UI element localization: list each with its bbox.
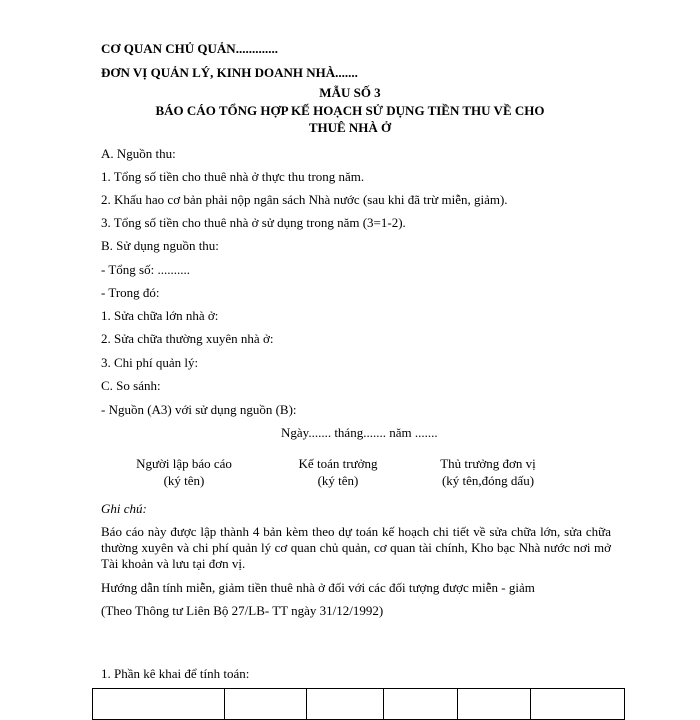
form-code: MẪU SỐ 3	[319, 85, 381, 100]
calculation-table	[92, 688, 625, 720]
section-b-item-1: 1. Sửa chữa lớn nhà ở:	[101, 308, 219, 323]
table-cell	[93, 689, 225, 720]
table-row	[93, 689, 625, 720]
section-c-heading: C. So sánh:	[101, 378, 161, 393]
section-a-item-2: 2. Khấu hao cơ bản phải nộp ngân sách Nhà nước (sau khi đã trừ miễn, giảm).	[101, 192, 508, 207]
signature-role: Người lập báo cáo	[136, 456, 232, 471]
signature-head	[418, 455, 558, 489]
table-cell	[225, 689, 307, 720]
section-a-heading: A. Nguồn thu:	[101, 146, 176, 161]
signature-note: (ký tên,đóng dấu)	[441, 473, 535, 488]
section-b-item-3: 3. Chi phí quản lý:	[101, 355, 199, 370]
signature-role: Thủ trưởng đơn vị	[440, 456, 536, 471]
section-c-item-1: - Nguồn (A3) với sử dụng nguồn (B):	[101, 402, 297, 417]
guide-line-2: (Theo Thông tư Liên Bộ 27/LB- TT ngày 31/12/1992)	[101, 603, 384, 618]
section-a-item-3: 3. Tổng số tiền cho thuê nhà ở sử dụng trong năm (3=1-2).	[101, 215, 406, 230]
table-cell	[307, 689, 384, 720]
report-title-cont: THUÊ NHÀ Ở	[308, 120, 392, 135]
section-b-heading: B. Sử dụng nguồn thu:	[101, 238, 219, 253]
table-cell	[384, 689, 458, 720]
agency-header: CƠ QUAN CHỦ QUẢN.............	[101, 41, 278, 56]
notes-heading: Ghi chú:	[101, 501, 147, 516]
signature-role: Kế toán trưởng	[298, 456, 378, 471]
guide-line-1: Hướng dẫn tính miễn, giảm tiền thuê nhà ở đối với các đối tượng được miễn - giảm	[101, 580, 535, 595]
section-b-total: - Tổng số: ..........	[101, 262, 190, 277]
signature-note: (ký tên)	[317, 473, 359, 488]
section-1-heading: 1. Phần kê khai để tính toán:	[101, 666, 250, 681]
notes-text: Báo cáo này được lập thành 4 bản kèm theo dự toán kế hoạch chi tiết về sửa chữa lớn, sửa chữa thường xuyên và chi phí quản lý cơ quan chủ quản, cơ quan tài chính, Kho bạc Nhà nước nơi mở Tài khoản và lưu tại đơn vị.	[101, 524, 611, 571]
section-b-item-2: 2. Sửa chữa thường xuyên nhà ở:	[101, 331, 274, 346]
section-a-item-1: 1. Tổng số tiền cho thuê nhà ở thực thu trong năm.	[101, 169, 365, 184]
unit-header: ĐƠN VỊ QUẢN LÝ, KINH DOANH NHÀ.......	[101, 65, 358, 80]
signature-accountant	[283, 455, 393, 489]
report-title: BÁO CÁO TỔNG HỢP KẾ HOẠCH SỬ DỤNG TIỀN THU VỀ CHO	[155, 103, 545, 118]
date-line: Ngày....... tháng....... năm .......	[281, 425, 438, 440]
table-cell	[531, 689, 625, 720]
section-b-detail: - Trong đó:	[101, 285, 160, 300]
table-cell	[458, 689, 531, 720]
signature-note: (ký tên)	[163, 473, 205, 488]
signature-preparer	[114, 455, 254, 489]
